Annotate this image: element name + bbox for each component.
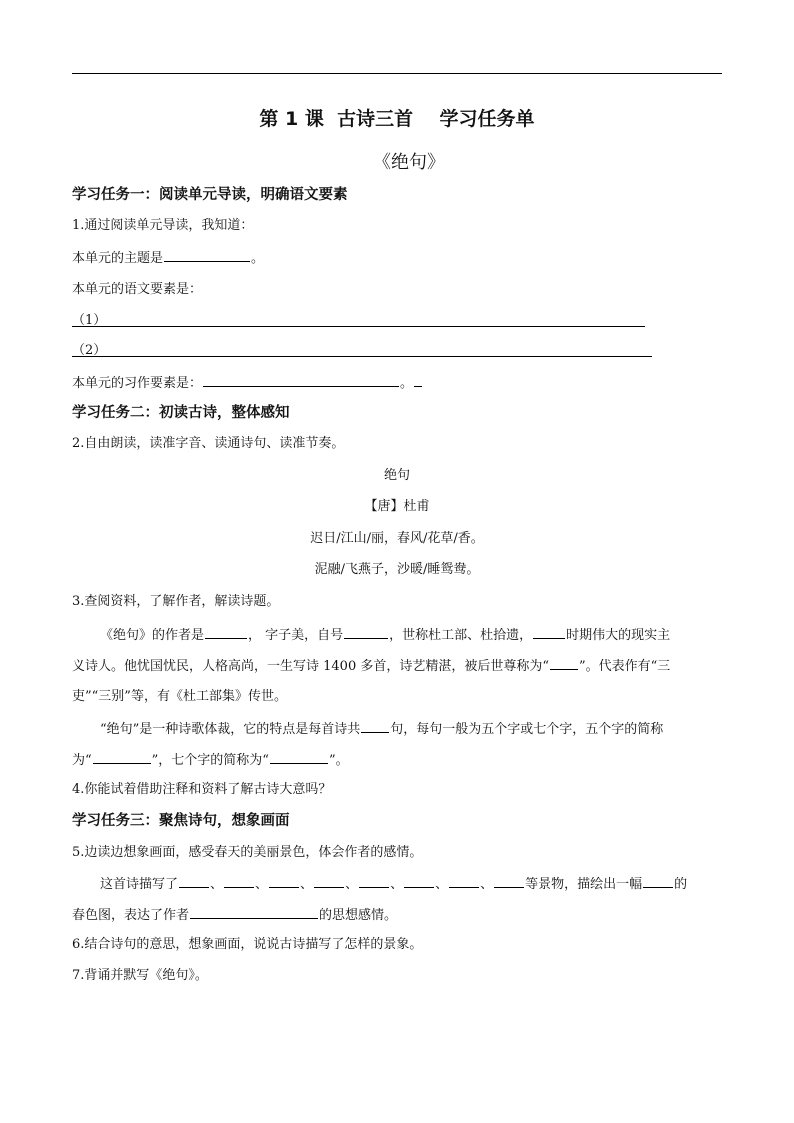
element-item-1-label: （1） — [72, 313, 107, 328]
task3-heading: 学习任务三：聚焦诗句，想象画面 — [72, 813, 290, 829]
question-4: 4.你能试着借助注释和资料了解古诗大意吗？ — [72, 782, 332, 797]
honorific-blank[interactable] — [550, 655, 578, 670]
text-segment: 为“ — [72, 753, 92, 768]
element-item-2 — [72, 341, 722, 361]
elements-label: 本单元的语文要素是： — [72, 282, 203, 297]
separator: 、 — [210, 877, 224, 892]
separator: 、 — [435, 877, 449, 892]
text-segment: 的思想感情。 — [319, 908, 398, 923]
text-segment: 《绝句》的作者是 — [100, 628, 205, 643]
line-count-blank[interactable] — [361, 718, 389, 733]
scenery-blank[interactable] — [449, 873, 479, 888]
question-7: 7.背诵并默写《绝句》。 — [72, 968, 208, 983]
text-segment: ”。 — [328, 753, 349, 768]
element-item-2-blank[interactable] — [72, 356, 652, 357]
poem-subtitle: 《绝句》 — [373, 152, 445, 173]
poem-title: 绝句 — [383, 468, 410, 483]
text-segment: 等景物，描绘出一幅 — [525, 877, 643, 892]
header-rule — [72, 73, 722, 74]
unit-theme-line — [72, 247, 722, 269]
scenery-line-2 — [72, 904, 722, 926]
scenery-blank[interactable] — [179, 873, 209, 888]
unit-theme-blank[interactable] — [164, 247, 250, 262]
separator: 、 — [255, 877, 269, 892]
separator: 、 — [345, 877, 359, 892]
dynasty-blank[interactable] — [533, 624, 565, 639]
text-segment: “绝句”是一种诗歌体裁，它的特点是每首诗共 — [100, 722, 361, 737]
text-segment: ， 字子美，自号 — [248, 628, 344, 643]
author-pen-name-blank[interactable] — [344, 624, 388, 639]
task1-heading: 学习任务一：阅读单元导读，明确语文要素 — [72, 187, 348, 203]
unit-theme-suffix: 。 — [251, 251, 265, 266]
picture-blank[interactable] — [643, 873, 673, 888]
writing-element-line — [72, 372, 722, 394]
text-segment: ”，七个字的简称为“ — [151, 753, 269, 768]
text-segment: ，世称杜工部、杜拾遗， — [389, 628, 533, 643]
five-char-name-blank[interactable] — [93, 749, 151, 764]
text-segment: 的 — [674, 877, 688, 892]
writing-element-blank[interactable] — [203, 372, 399, 387]
scenery-blank[interactable] — [494, 873, 524, 888]
writing-element-label: 本单元的习作要素是： — [72, 376, 203, 391]
scenery-blank[interactable] — [269, 873, 299, 888]
text-segment: 句，每句一般为五个字或七个字，五个字的简称 — [390, 722, 664, 737]
author-name-blank[interactable] — [205, 624, 247, 639]
question-1: 1.通过阅读单元导读，我知道： — [72, 218, 254, 233]
poem-line-2: 泥融/飞燕子，沙暖/睡鸳鸯。 — [314, 562, 480, 577]
scenery-line-1 — [72, 873, 722, 895]
question-6: 6.结合诗句的意思，想象画面，说说古诗描写了怎样的景象。 — [72, 937, 423, 952]
text-segment: 春色图，表达了作者 — [72, 908, 190, 923]
question-2: 2.自由朗读，读准字音、读通诗句、读准节奏。 — [72, 436, 345, 451]
element-item-1 — [72, 311, 722, 331]
question-5: 5.边读边想象画面，感受春天的美丽景色，体会作者的感情。 — [72, 845, 423, 860]
scenery-blank[interactable] — [359, 873, 389, 888]
task2-heading: 学习任务二：初读古诗，整体感知 — [72, 405, 290, 421]
seven-char-name-blank[interactable] — [270, 749, 328, 764]
scenery-blank[interactable] — [224, 873, 254, 888]
author-paragraph-line-2 — [72, 655, 722, 677]
page-title: 第 1 课 古诗三首 学习任务单 — [259, 108, 535, 130]
jueju-paragraph-line-1 — [72, 718, 722, 740]
scenery-blank[interactable] — [314, 873, 344, 888]
text-segment: 这首诗描写了 — [100, 877, 179, 892]
text-segment: ”。代表作有“三 — [579, 659, 671, 674]
feeling-blank[interactable] — [190, 904, 318, 919]
author-paragraph-line-3: 吏”“三别”等，有《杜工部集》传世。 — [72, 689, 287, 704]
poem-author: 【唐】杜甫 — [364, 499, 430, 514]
jueju-paragraph-line-2 — [72, 749, 722, 771]
text-segment: 义诗人。他忧国忧民，人格高尚，一生写诗 1400 多首，诗艺精湛，被后世尊称为“ — [72, 659, 549, 674]
author-paragraph-line-1 — [72, 624, 722, 646]
separator: 、 — [390, 877, 404, 892]
separator: 、 — [480, 877, 494, 892]
element-item-2-label: （2） — [72, 343, 107, 358]
poem-line-1: 迟日/江山/丽，春风/花草/香。 — [310, 531, 484, 546]
text-segment: 时期伟大的现实主 — [566, 628, 671, 643]
separator: 、 — [300, 877, 314, 892]
unit-theme-label: 本单元的主题是 — [72, 251, 164, 266]
question-3: 3.查阅资料，了解作者，解读诗题。 — [72, 594, 280, 609]
element-item-1-blank[interactable] — [72, 326, 645, 327]
scenery-blank[interactable] — [404, 873, 434, 888]
writing-element-suffix: 。 — [400, 376, 414, 391]
writing-element-tail — [414, 372, 422, 387]
